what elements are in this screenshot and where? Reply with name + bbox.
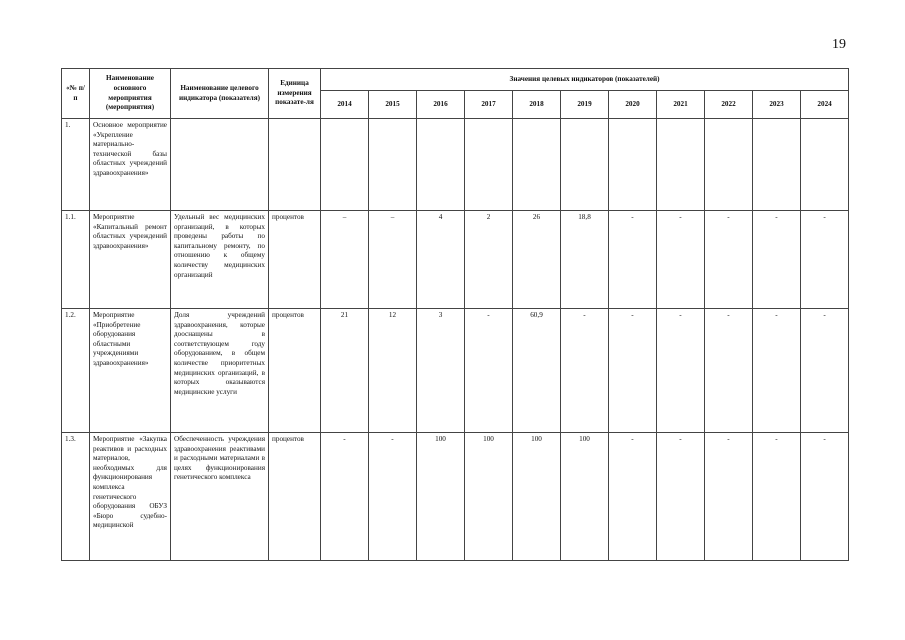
value-cell: [801, 119, 849, 211]
value-cell: -: [753, 211, 801, 309]
value-cell: -: [753, 309, 801, 433]
header-year: 2019: [561, 91, 609, 119]
value-cell: -: [465, 309, 513, 433]
table-row: [62, 119, 849, 211]
value-cell: -: [801, 309, 849, 433]
value-cell: 4: [417, 211, 465, 309]
value-cell: 100: [561, 433, 609, 561]
value-cell: -: [609, 309, 657, 433]
header-indicator-name: Наименование целевого индикатора (показателя): [171, 69, 269, 119]
header-year: 2024: [801, 91, 849, 119]
row-number: 1.3.: [62, 433, 90, 561]
value-cell: 3: [417, 309, 465, 433]
value-cell: -: [705, 309, 753, 433]
page-number: 19: [832, 37, 846, 52]
event-name: Мероприятие «Закупка реактивов и расходных материалов, необходимых для функционирования комплекса генетического оборудования ОБУЗ «Бюро судебно-медицинской: [90, 433, 171, 561]
value-cell: [465, 119, 513, 211]
value-cell: [513, 119, 561, 211]
value-cell: -: [369, 433, 417, 561]
header-year: 2018: [513, 91, 561, 119]
row-number: 1.1.: [62, 211, 90, 309]
value-cell: –: [369, 211, 417, 309]
value-cell: –: [321, 211, 369, 309]
indicator-name: Доля учреждений здравоохранения, которые дооснащены в соответствующем году оборудованием, в общем количестве приоритетных медицинских организаций, в которых оказываются медицинские услуги: [171, 309, 269, 433]
value-cell: [417, 119, 465, 211]
value-cell: 100: [513, 433, 561, 561]
value-cell: [705, 119, 753, 211]
unit: процентов: [269, 211, 321, 309]
value-cell: [609, 119, 657, 211]
unit: процентов: [269, 433, 321, 561]
header-year: 2022: [705, 91, 753, 119]
header-year: 2016: [417, 91, 465, 119]
header-event-name: Наименование основного мероприятия (мероприятия): [90, 69, 171, 119]
event-name: Мероприятие «Капитальный ремонт областных учреждений здравоохранения»: [90, 211, 171, 309]
value-cell: 18,8: [561, 211, 609, 309]
value-cell: -: [609, 433, 657, 561]
value-cell: [369, 119, 417, 211]
header-year: 2014: [321, 91, 369, 119]
event-name: Основное мероприятие «Укрепление материально-технической базы областных учреждений здравоохранения»: [90, 119, 171, 211]
value-cell: [561, 119, 609, 211]
value-cell: 26: [513, 211, 561, 309]
value-cell: [753, 119, 801, 211]
value-cell: 100: [465, 433, 513, 561]
indicator-name: [171, 119, 269, 211]
table-row: [62, 211, 849, 309]
table-row: [62, 309, 849, 433]
header-year: 2023: [753, 91, 801, 119]
header-unit: Единица измерения показате-ля: [269, 69, 321, 119]
table-row: [62, 433, 849, 561]
value-cell: -: [657, 433, 705, 561]
value-cell: -: [657, 211, 705, 309]
header-values-group: Значения целевых индикаторов (показателей): [321, 69, 849, 91]
value-cell: -: [609, 211, 657, 309]
unit: процентов: [269, 309, 321, 433]
value-cell: 100: [417, 433, 465, 561]
value-cell: -: [801, 211, 849, 309]
value-cell: -: [321, 433, 369, 561]
value-cell: [657, 119, 705, 211]
value-cell: -: [801, 433, 849, 561]
value-cell: 60,9: [513, 309, 561, 433]
row-number: 1.: [62, 119, 90, 211]
value-cell: 2: [465, 211, 513, 309]
value-cell: -: [561, 309, 609, 433]
value-cell: -: [705, 433, 753, 561]
header-year: 2021: [657, 91, 705, 119]
indicator-name: Удельный вес медицинских организаций, в которых проведены работы по капитальному ремонту, по отношению к общему количеству медицинских организаций: [171, 211, 269, 309]
row-number: 1.2.: [62, 309, 90, 433]
value-cell: -: [753, 433, 801, 561]
value-cell: 12: [369, 309, 417, 433]
value-cell: -: [657, 309, 705, 433]
unit: [269, 119, 321, 211]
value-cell: 21: [321, 309, 369, 433]
value-cell: -: [705, 211, 753, 309]
event-name: Мероприятие «Приобретение оборудования областными учреждениями здравоохранения»: [90, 309, 171, 433]
value-cell: [321, 119, 369, 211]
indicators-table: [61, 68, 849, 561]
header-num: «№ п/п: [62, 69, 90, 119]
header-year: 2015: [369, 91, 417, 119]
indicator-name: Обеспеченность учреждения здравоохранения реактивами и расходными материалами в целях функционирования генетического комплекса: [171, 433, 269, 561]
table-header-row: [62, 69, 849, 91]
header-year: 2020: [609, 91, 657, 119]
header-year: 2017: [465, 91, 513, 119]
